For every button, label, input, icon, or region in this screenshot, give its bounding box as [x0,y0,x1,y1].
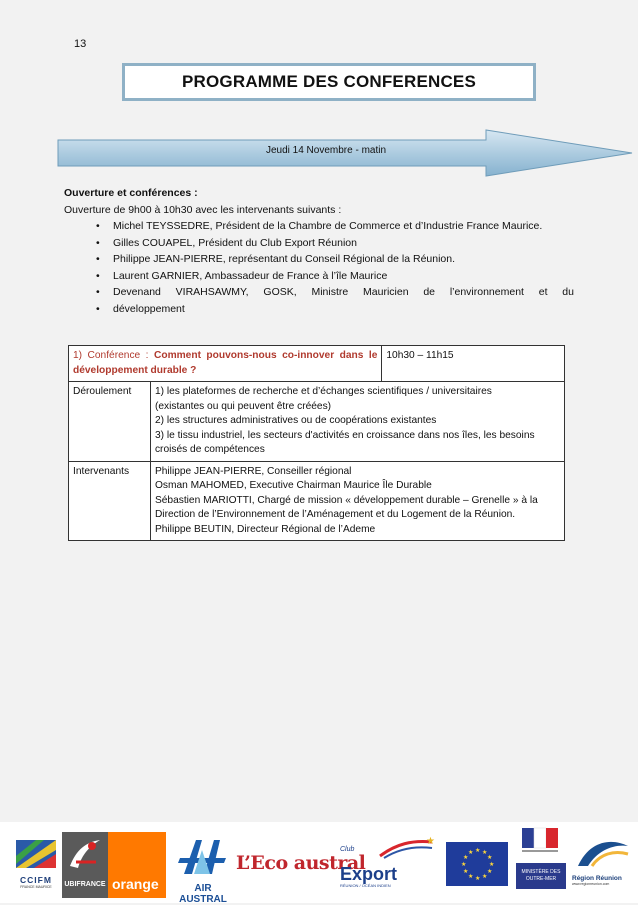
svg-text:★: ★ [463,868,469,875]
conference-time: 10h30 – 11h15 [382,346,565,382]
svg-text:★: ★ [426,836,435,847]
air-austral-emblem-icon [170,836,236,876]
speaker-item: • Philippe JEAN-PIERRE, représentant du Conseil Régional de la Réunion. [113,251,574,268]
ccifm-emblem-icon [14,836,58,870]
row-label: Déroulement [69,382,151,462]
row-line: Osman MAHOMED, Executive Chairman Maurice Île Durable [154,480,432,491]
page-number: 13 [74,38,87,50]
opening-line: Ouverture de 9h00 à 10h30 avec les intervenants suivants : [64,203,342,216]
club-export-logo [340,836,436,898]
table-row [69,461,565,541]
eu-stars-icon [446,842,508,886]
club-export-subtext: RÉUNION / OCÉAN INDIEN [340,883,391,888]
ccifm-subtext: FRANCE MAURICE [20,885,52,889]
conference-table [68,345,565,541]
row-line: 1) les plateformes de recherche et d’échanges scientifiques / universitaires [154,386,492,397]
row-label: Intervenants [69,461,151,541]
svg-text:★: ★ [468,873,474,880]
ccifm-logo [14,836,58,892]
svg-text:★: ★ [475,847,481,854]
svg-text:★: ★ [489,861,495,868]
svg-text:★: ★ [482,873,488,880]
row-content [150,382,564,462]
svg-text:★: ★ [487,868,493,875]
svg-text:★: ★ [463,854,469,861]
ccifm-text: CCIFM [20,875,52,885]
region-reunion-text: Région Réunion [572,875,622,882]
orange-text: orange [112,876,159,892]
row-line: 2) les structures administratives ou de coopérations existantes [154,415,437,426]
ubifrance-text: UBIFRANCE [64,881,106,888]
svg-text:★: ★ [468,849,474,856]
speaker-item: • Michel TEYSSEDRE, Président de la Chambre de Commerce et d’Industrie France Maurice. [113,218,574,235]
svg-text:★: ★ [461,861,467,868]
region-reunion-url: www.regionreunion.com [572,882,610,886]
page-title: PROGRAMME DES CONFERENCES [122,63,536,101]
conference-title-cell [69,346,382,382]
table-row [69,346,565,382]
eco-austral-text: L’Eco austral [236,852,366,874]
opening-section [64,185,574,317]
opening-heading: Ouverture et conférences : [64,187,198,199]
speaker-list [64,218,574,317]
orange-logo [108,832,166,898]
region-reunion-logo [572,836,634,896]
region-reunion-emblem-icon [572,836,634,870]
table-row [69,382,565,462]
club-export-club-text: Club [340,846,355,853]
conference-label: 1) Conférence : [73,350,149,361]
club-export-text: Export [340,864,398,884]
svg-text:★: ★ [487,854,493,861]
sponsor-logo-strip [0,822,638,903]
speaker-item: • Devenand VIRAHSAWMY, GOSK, Ministre Mauricien de l’environnement et du [113,284,574,301]
air-austral-logo [170,836,236,905]
svg-text:★: ★ [475,875,481,882]
row-line: (existantes ou qui peuvent être créées) [154,400,332,412]
svg-text:★: ★ [482,849,488,856]
row-line: Sébastien MARIOTTI, Chargé de mission « développement durable – Grenelle » à la [154,494,538,506]
row-line: croisés de compétences [154,444,265,455]
row-line: Philippe BEUTIN, Directeur Régional de l’Ademe [154,523,376,535]
marianne-icon [516,826,566,858]
date-banner: Jeudi 14 Novembre - matin [265,145,387,156]
ministere-text: MINISTÈRE DES OUTRE-MER [516,863,566,889]
air-austral-text: AIR AUSTRAL [179,883,227,905]
speaker-item: • Laurent GARNIER, Ambassadeur de France à l’île Maurice [113,268,574,285]
ministere-logo [516,826,566,902]
row-content [150,461,564,541]
ubifrance-logo [62,832,108,898]
speaker-item-continued-text: développement [113,302,185,315]
eu-flag-logo [446,842,508,886]
conference-title: Comment pouvons-nous co-innover dans le développement durable ? [73,350,378,376]
row-line: Direction de l’Environnement de l’Aménagement et du Logement de la Réunion. [154,509,516,520]
speaker-item-continued [113,301,574,318]
row-line: 3) le tissu industriel, les secteurs d'activités en croissance dans nos îles, les besoins [154,429,535,441]
speaker-item: • Gilles COUAPEL, Président du Club Export Réunion [113,235,574,252]
row-line: Philippe JEAN-PIERRE, Conseiller régional [154,465,352,477]
ubifrance-swoosh-icon [62,832,108,876]
